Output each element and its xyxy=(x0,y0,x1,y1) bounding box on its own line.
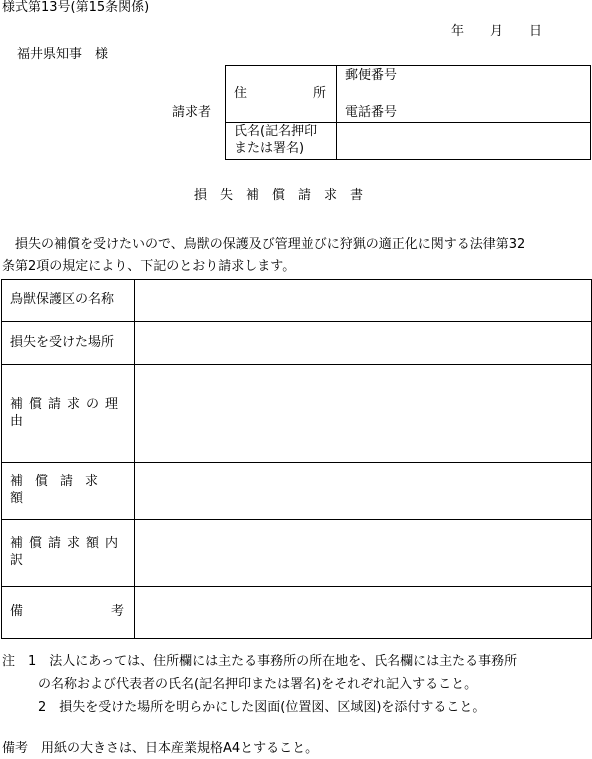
row-label-breakdown: 補償請求額内訳 xyxy=(2,520,135,587)
name-label-2: または署名) xyxy=(234,141,305,156)
claim-table xyxy=(1,279,592,639)
addressee: 福井県知事 様 xyxy=(17,47,109,62)
row-value-reason[interactable] xyxy=(135,365,592,463)
claimant-label: 請求者 xyxy=(172,105,212,120)
phone-label: 電話番号 xyxy=(345,104,398,120)
postal-label: 郵便番号 xyxy=(345,68,398,83)
address-label-2: 所 xyxy=(312,85,326,101)
note-1: 注 1 法人にあっては、住所欄には主たる事務所の所在地を、氏名欄には主たる事務所 xyxy=(2,654,518,669)
row-label-reason: 補償請求の理由 xyxy=(2,365,135,463)
name-label-1: 氏名(記名押印 xyxy=(234,124,318,140)
form-title: 損 失 補 償 請 求 書 xyxy=(194,188,364,203)
intro-line-1: 損失の補償を受けたいので、鳥獣の保護及び管理並びに狩猟の適正化に関する法律第32 xyxy=(2,237,526,252)
row-label-remarks xyxy=(2,587,135,639)
note-2: 2 損失を受けた場所を明らかにした図面(位置図、区域図)を添付すること。 xyxy=(38,700,486,715)
row-value-breakdown[interactable] xyxy=(135,520,592,587)
row-value-remarks[interactable] xyxy=(135,587,592,639)
remarks-label-b: 考 xyxy=(110,604,124,620)
address-label-1: 住 xyxy=(234,85,248,101)
name-value-cell[interactable] xyxy=(337,123,591,160)
claimant-table xyxy=(225,65,591,160)
date-field: 年 月 日 xyxy=(451,24,543,39)
form-number: 様式第13号(第15条関係) xyxy=(2,0,150,15)
row-label-loss-location: 損失を受けた場所 xyxy=(2,322,135,365)
row-value-loss-location[interactable] xyxy=(135,322,592,365)
intro-line-2: 条第2項の規定により、下記のとおり請求します。 xyxy=(2,259,296,274)
row-value-amount[interactable] xyxy=(135,463,592,520)
address-label-cell xyxy=(226,66,337,123)
address-value-cell[interactable] xyxy=(337,66,591,123)
note-1-cont: の名称および代表者の氏名(記名押印または署名)をそれぞれ記入すること。 xyxy=(38,677,478,692)
remarks-note: 備考 用紙の大きさは、日本産業規格A4とすること。 xyxy=(2,741,319,756)
remarks-label-a: 備 xyxy=(10,604,24,620)
name-label-cell xyxy=(226,123,337,160)
row-value-reserve-name[interactable] xyxy=(135,280,592,322)
row-label-amount: 補償請求額 xyxy=(2,463,135,520)
row-label-reserve-name: 鳥獣保護区の名称 xyxy=(2,280,135,322)
